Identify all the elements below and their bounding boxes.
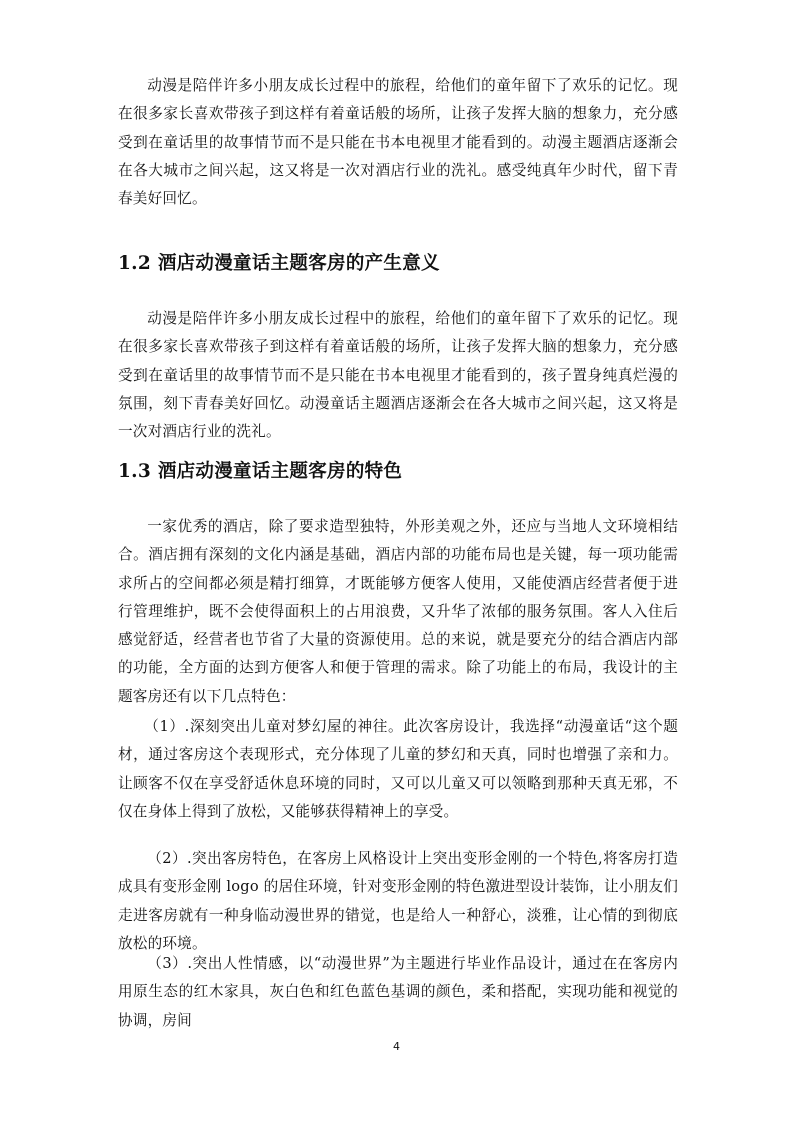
- page-number: 4: [393, 1040, 400, 1053]
- section-heading-1-3: 1.3 酒店动漫童话主题客房的特色: [118, 461, 403, 482]
- section-heading-1-2: 1.2 酒店动漫童话主题客房的产生意义: [118, 253, 440, 274]
- section-1-2-paragraph: 动漫是陪伴许多小朋友成长过程中的旅程，给他们的童年留下了欢乐的记忆。现在很多家长喜欢带孩子到这样有着童话般的场所，让孩子发挥大脑的想象力，充分感受到在童话里的故事情节而不是只能在书本电视里才能看到的，孩子置身纯真烂漫的氛围，刻下青春美好回忆。动漫童话主题酒店逐渐会在各大城市之间兴起，这又将是一次对酒店行业的洗礼。: [118, 310, 678, 441]
- feature-item-1: （1）.深刻突出儿童对梦幻屋的神往。此次客房设计，我选择“动漫童话“这个题材，通过客房这个表现形式，充分体现了儿童的梦幻和天真，同时也增强了亲和力。让顾客不仅在享受舒适休息环境的同时，又可以儿童又可以领略到那种天真无邪，不仅在身体上得到了放松，又能够获得精神上的享受。: [118, 718, 678, 820]
- feature-item-3: （3）.突出人性情感，以“动漫世界”为主题进行毕业作品设计，通过在在客房内用原生态的红木家具，灰白色和红色蓝色基调的颜色，柔和搭配，实现功能和视觉的协调，房间: [118, 955, 678, 1029]
- feature-item-2: （2）.突出客房特色，在客房上风格设计上突出变形金刚的一个特色,将客房打造成具有变形金刚 logo 的居住环境，针对变形金刚的特色激进型设计装饰，让小朋友们走进客房就有一种身临动漫世界的错觉，也是给人一种舒心，淡雅，让心情的到彻底放松的环境。: [118, 850, 678, 952]
- intro-paragraph: 动漫是陪伴许多小朋友成长过程中的旅程，给他们的童年留下了欢乐的记忆。现在很多家长喜欢带孩子到这样有着童话般的场所，让孩子发挥大脑的想象力，充分感受到在童话里的故事情节而不是只能在书本电视里才能看到的。动漫主题酒店逐渐会在各大城市之间兴起，这又将是一次对酒店行业的洗礼。感受纯真年少时代，留下青春美好回忆。: [118, 77, 678, 208]
- section-1-3-paragraph: 一家优秀的酒店，除了要求造型独特，外形美观之外，还应与当地人文环境相结合。酒店拥有深刻的文化内涵是基础，酒店内部的功能布局也是关键，每一项功能需求所占的空间都必须是精打细算，才既能够方便客人使用，又能使酒店经营者便于进行管理维护，既不会使得面积上的占用浪费，又升华了浓郁的服务氛围。客人入住后感觉舒适，经营者也节省了大量的资源使用。总的来说，就是要充分的结合酒店内部的功能，全方面的达到方便客人和便于管理的需求。除了功能上的布局，我设计的主题客房还有以下几点特色：: [118, 518, 678, 705]
